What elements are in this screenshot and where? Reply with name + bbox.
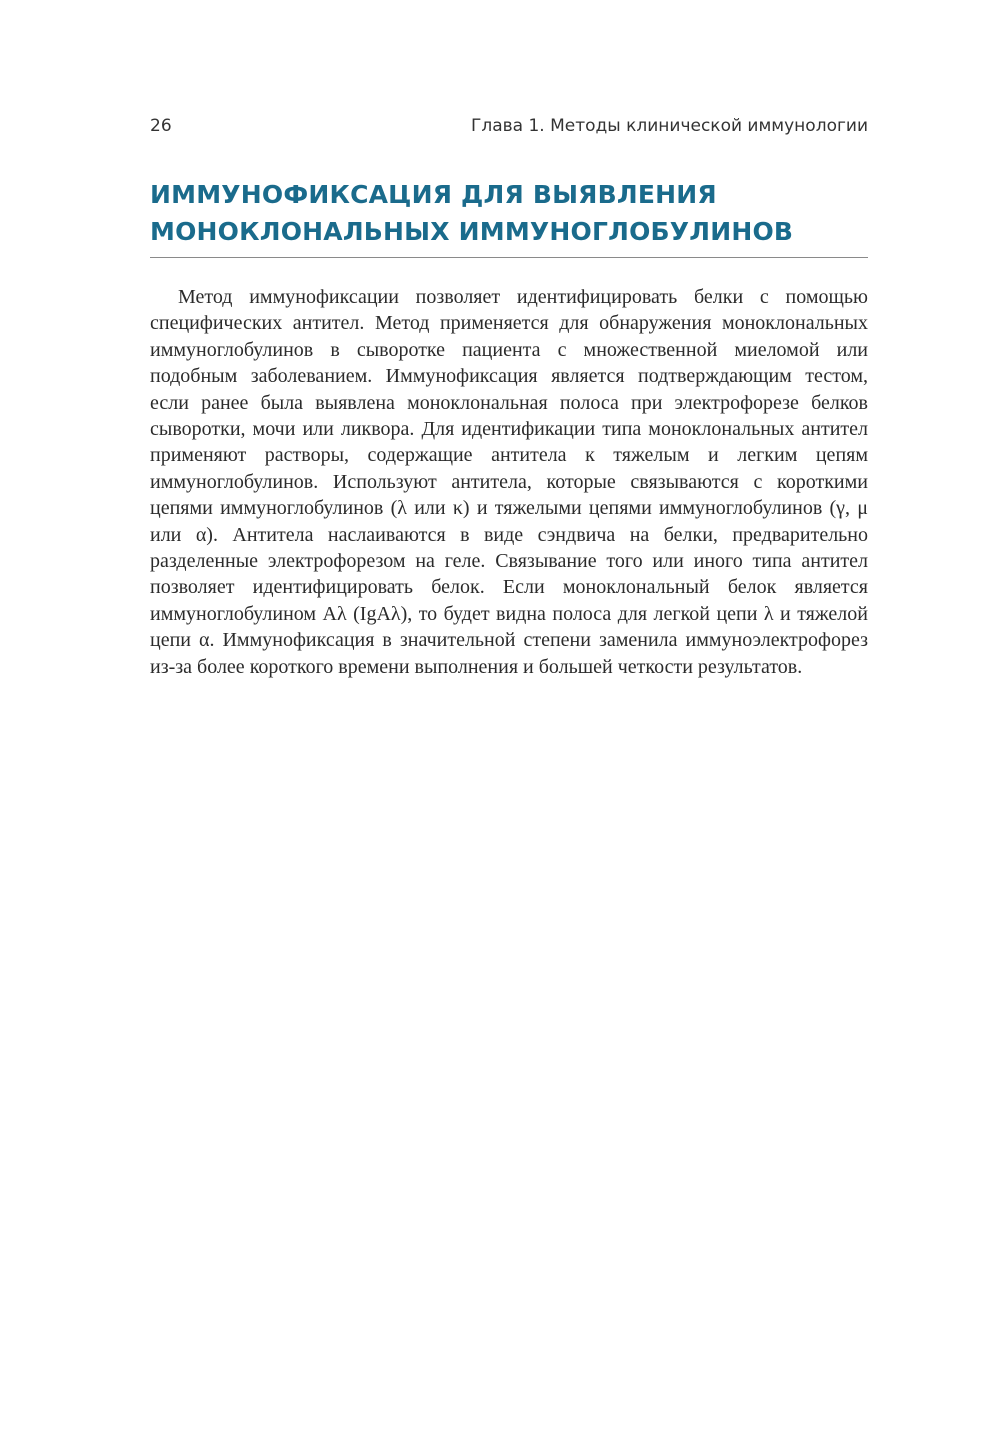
- page-header: [150, 116, 868, 146]
- running-head: Глава 1. Методы клинической иммунологии: [470, 116, 868, 136]
- section-title: [150, 176, 868, 250]
- title-divider: [150, 257, 868, 258]
- section-title-line-2: МОНОКЛОНАЛЬНЫХ ИММУНОГЛОБУЛИНОВ: [150, 217, 794, 246]
- section-title-line-1: ИММУНОФИКСАЦИЯ ДЛЯ ВЫЯВЛЕНИЯ: [150, 180, 717, 209]
- page-number: 26: [150, 116, 172, 136]
- body-paragraph: Метод иммунофиксации позволяет идентифицировать белки с помощью специфических антител. Метод применяется для обнаружения моноклональных иммуноглобулинов в сыворотке пациента с множественной миеломой или подобным заболеванием. Иммунофиксация является подтверждающим тестом, если ранее была выявлена моноклональная полоса при электрофорезе белков сыворотки, мочи или ликвора. Для идентификации типа моноклональных антител применяют растворы, содержащие антитела к тяжелым и легким цепям иммуноглобулинов. Используют антитела, которые связываются с короткими цепями иммуноглобулинов (λ или κ) и тяжелыми цепями иммуноглобулинов (γ, μ или α). Антитела наслаиваются в виде сэндвича на белки, предварительно разделенные электрофорезом на геле. Связывание того или иного типа антител позволяет идентифицировать белок. Если моноклональный белок является иммуноглобулином Aλ (IgAλ), то будет видна полоса для легкой цепи λ и тяжелой цепи α. Иммунофиксация в значительной степени заменила иммуноэлектрофорез из-за более короткого времени выполнения и большей четкости результатов.: [150, 286, 868, 678]
